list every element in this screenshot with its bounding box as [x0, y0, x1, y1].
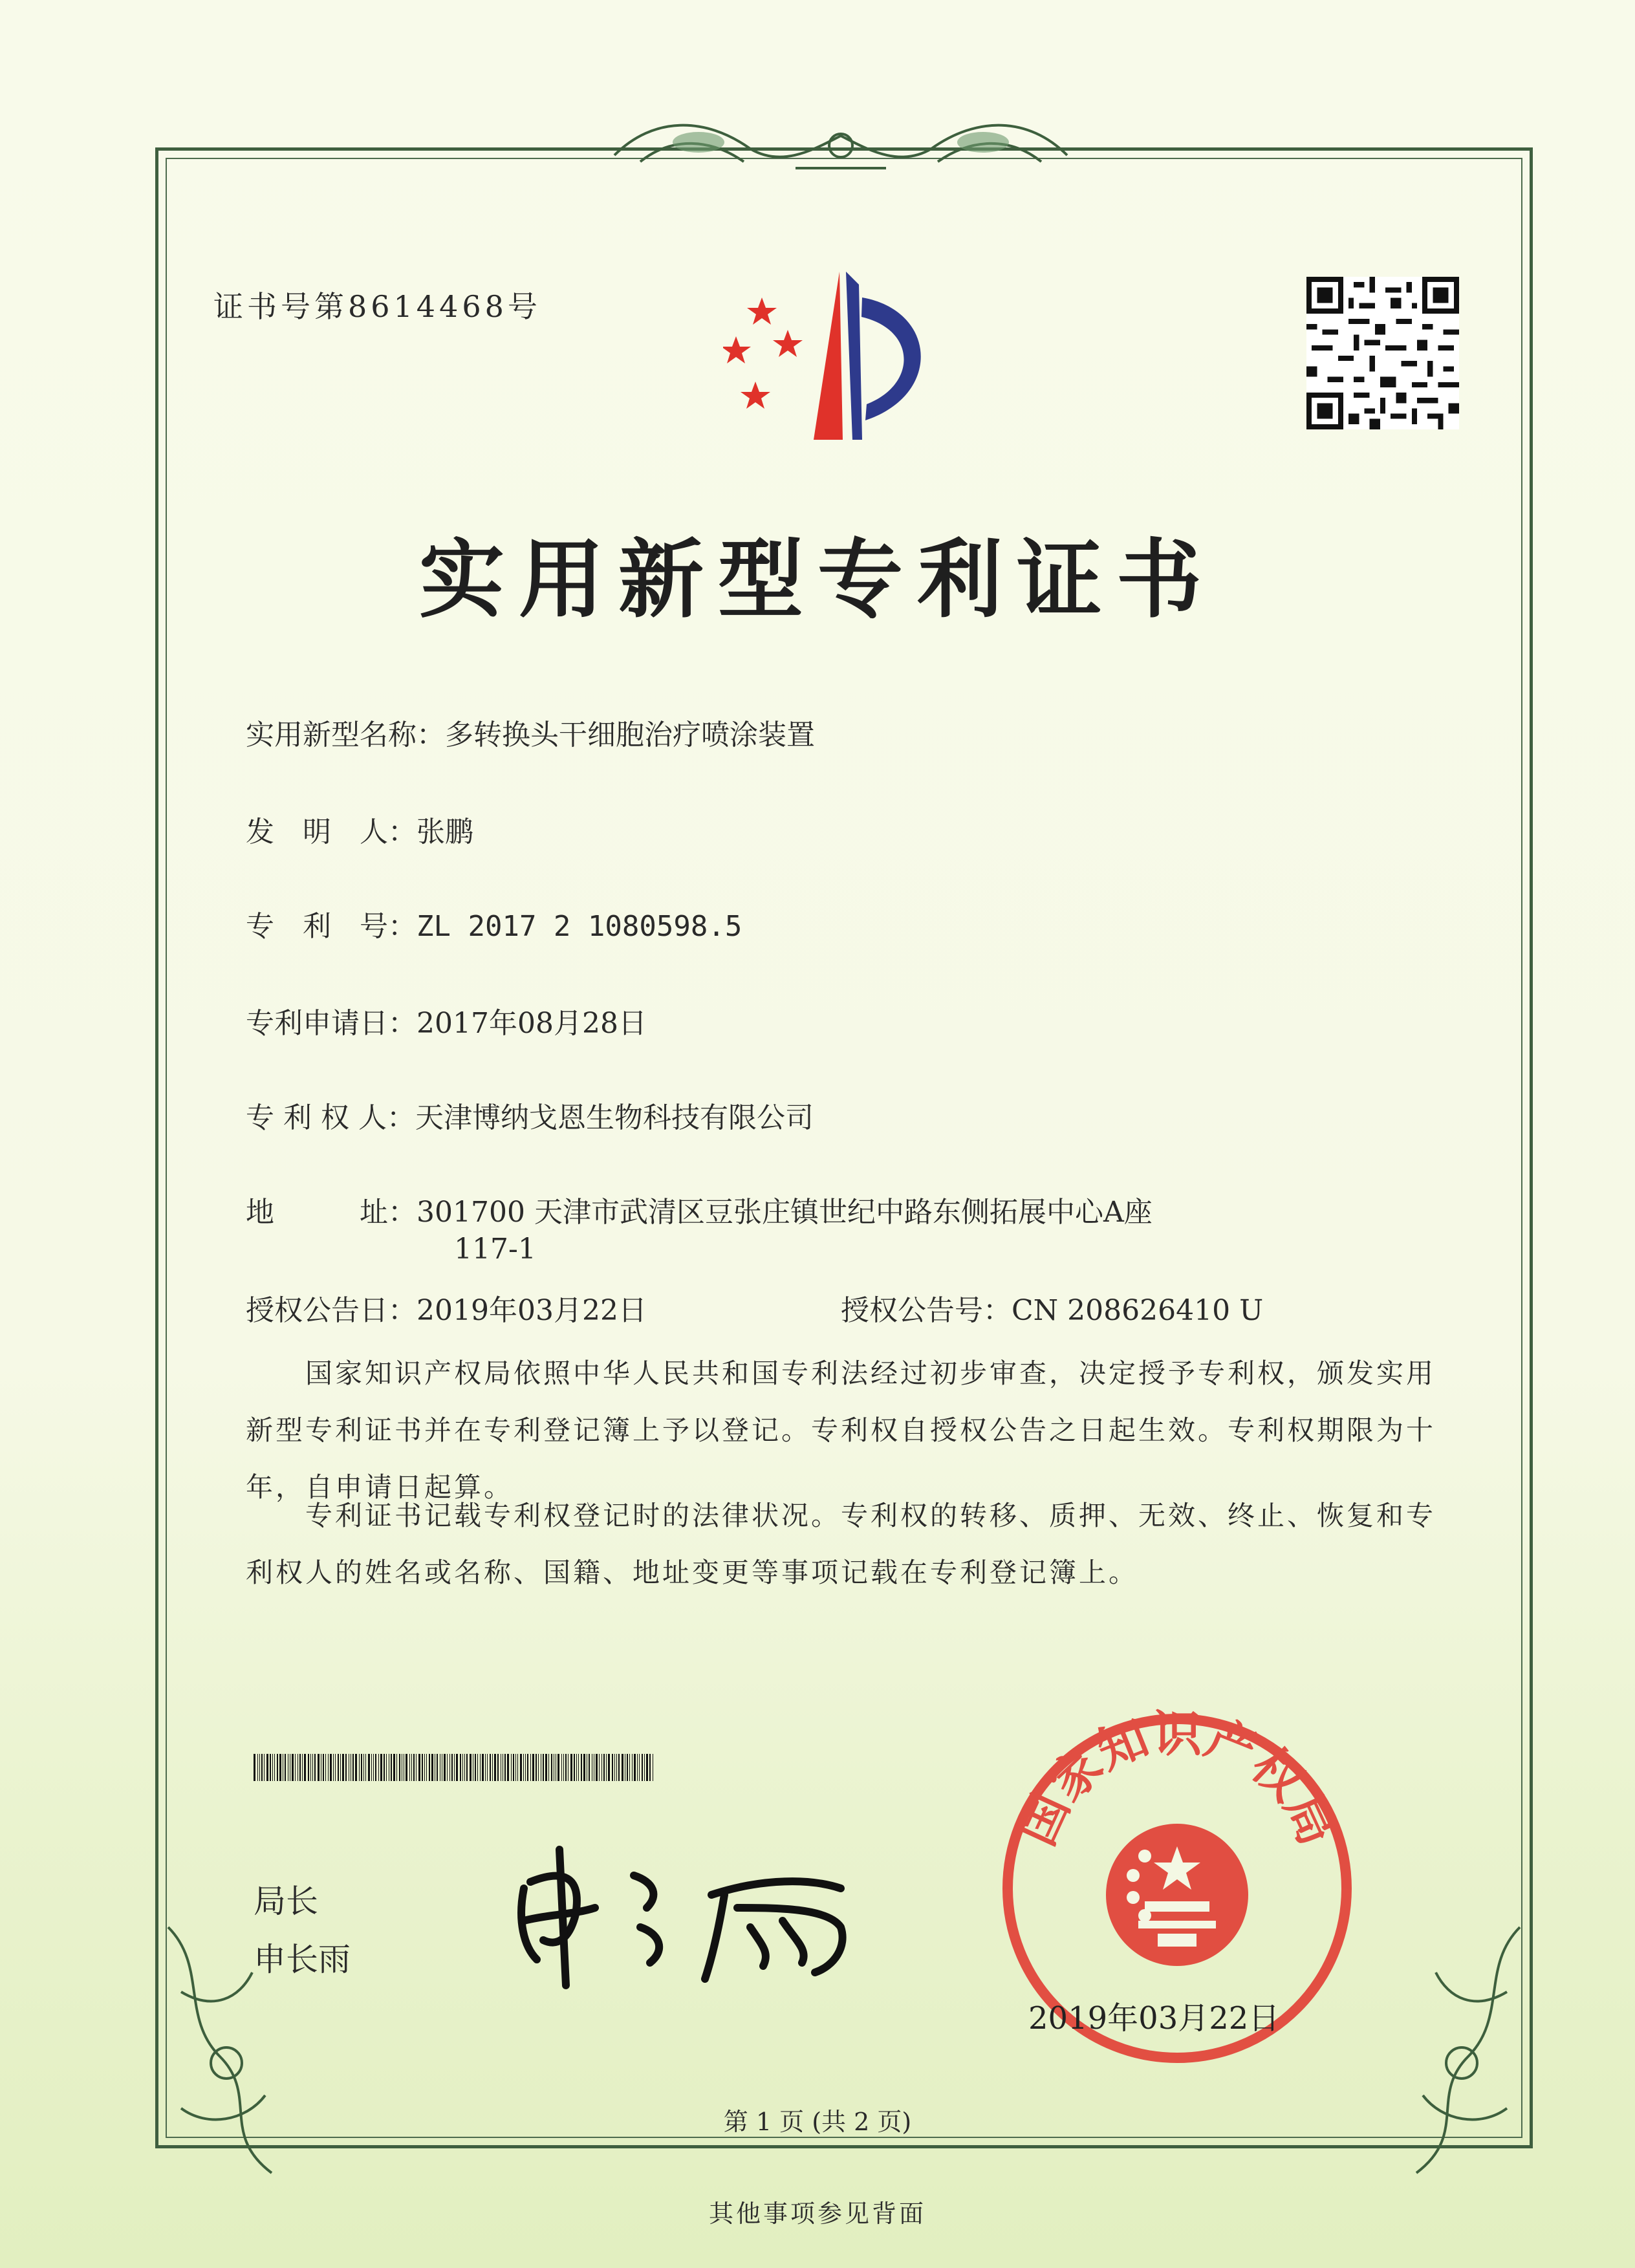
page-indicator: 第 1 页 (共 2 页) [723, 2108, 912, 2136]
field-value: 多转换头干细胞治疗喷涂装置 [445, 718, 815, 751]
barcode [254, 1754, 653, 1781]
field-label: 实用新型名称： [246, 718, 445, 751]
certificate-title: 实用新型专利证书 [419, 530, 1216, 630]
seal-text: 国家知识产权局 [1007, 1707, 1347, 1854]
footer-note: 其他事项参见背面 [708, 2199, 926, 2228]
field-grant-date [246, 1287, 647, 1328]
field-filing-date [246, 1000, 647, 1041]
director-signature [504, 1837, 867, 1992]
field-address-line2: 117-1 [454, 1233, 536, 1266]
field-value: 2017年08月28日 [417, 1007, 647, 1040]
field-label: 地 址： [246, 1196, 417, 1229]
field-inventor [246, 808, 473, 850]
certificate-number: 证书号第8614468号 [213, 289, 541, 324]
field-label: 授权公告日： [246, 1294, 417, 1327]
patent-office-emblem [723, 259, 969, 453]
field-label: 专利申请日： [246, 1007, 417, 1040]
field-grant-number [841, 1287, 1263, 1328]
field-value: ZL 2017 2 1080598.5 [417, 910, 742, 943]
field-label: 授权公告号： [841, 1294, 1012, 1327]
grant-statement-paragraph: 国家知识产权局依照中华人民共和国专利法经过初步审查，决定授予专利权，颁发实用新型专利证书并在专利登记簿上予以登记。专利权自授权公告之日起生效。专利权期限为十年，自申请日起算。 [246, 1357, 1436, 1503]
field-value: 天津博纳戈恩生物科技有限公司 [415, 1101, 814, 1134]
director-name: 申长雨 [254, 1941, 351, 1978]
field-patentee [246, 1094, 814, 1136]
director-title: 局长 [254, 1883, 318, 1920]
field-value: 301700 天津市武清区豆张庄镇世纪中路东侧拓展中心A座 [417, 1196, 1153, 1229]
legal-status-paragraph: 专利证书记载专利权登记时的法律状况。专利权的转移、质押、无效、终止、恢复和专利权人的姓名或名称、国籍、地址变更等事项记载在专利登记簿上。 [246, 1500, 1436, 1588]
field-patent-number [246, 903, 742, 944]
bottom-right-ornament [1378, 1914, 1533, 2186]
field-value: 张鹏 [417, 815, 473, 848]
field-utility-model-name [246, 711, 815, 753]
seal-date: 2019年03月22日 [1028, 2000, 1280, 2036]
field-value: CN 208626410 U [1012, 1294, 1264, 1327]
field-label: 专 利 号： [246, 910, 417, 943]
qr-code [1306, 277, 1459, 429]
field-label: 专 利 权 人： [246, 1101, 415, 1134]
field-address [246, 1189, 1153, 1230]
top-ornament [601, 110, 1080, 188]
field-label: 发 明 人： [246, 815, 417, 848]
field-value: 2019年03月22日 [417, 1294, 647, 1327]
